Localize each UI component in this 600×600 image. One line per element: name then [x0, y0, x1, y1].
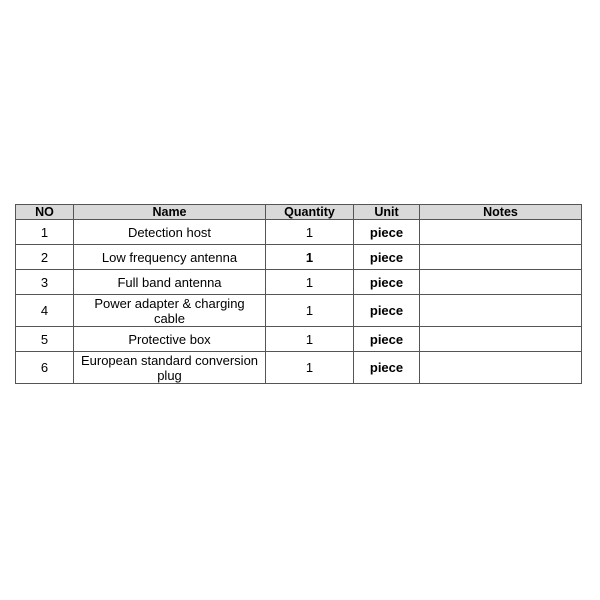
cell-quantity: 1 — [266, 220, 354, 245]
table-row — [16, 270, 582, 295]
cell-notes — [420, 220, 582, 245]
cell-quantity: 1 — [266, 352, 354, 384]
cell-name: Protective box — [74, 327, 266, 352]
table-header-row — [16, 205, 582, 220]
header-notes: Notes — [420, 205, 582, 220]
table-row — [16, 327, 582, 352]
cell-quantity: 1 — [266, 295, 354, 327]
cell-unit: piece — [354, 295, 420, 327]
cell-no: 4 — [16, 295, 74, 327]
cell-notes — [420, 270, 582, 295]
cell-no: 6 — [16, 352, 74, 384]
cell-name: Full band antenna — [74, 270, 266, 295]
table-row — [16, 220, 582, 245]
cell-name: Power adapter & charging cable — [74, 295, 266, 327]
cell-name: Detection host — [74, 220, 266, 245]
cell-notes — [420, 295, 582, 327]
cell-unit: piece — [354, 352, 420, 384]
cell-no: 2 — [16, 245, 74, 270]
cell-unit: piece — [354, 270, 420, 295]
cell-unit: piece — [354, 220, 420, 245]
cell-notes — [420, 352, 582, 384]
cell-name: European standard conversion plug — [74, 352, 266, 384]
cell-name: Low frequency antenna — [74, 245, 266, 270]
packing-list-table — [15, 204, 582, 384]
cell-unit: piece — [354, 327, 420, 352]
cell-quantity: 1 — [266, 245, 354, 270]
cell-unit: piece — [354, 245, 420, 270]
table-row — [16, 245, 582, 270]
cell-no: 3 — [16, 270, 74, 295]
cell-quantity: 1 — [266, 327, 354, 352]
header-no: NO — [16, 205, 74, 220]
header-quantity: Quantity — [266, 205, 354, 220]
cell-quantity: 1 — [266, 270, 354, 295]
header-unit: Unit — [354, 205, 420, 220]
table-row — [16, 295, 582, 327]
cell-no: 1 — [16, 220, 74, 245]
cell-no: 5 — [16, 327, 74, 352]
cell-notes — [420, 327, 582, 352]
cell-notes — [420, 245, 582, 270]
header-name: Name — [74, 205, 266, 220]
table-row — [16, 352, 582, 384]
